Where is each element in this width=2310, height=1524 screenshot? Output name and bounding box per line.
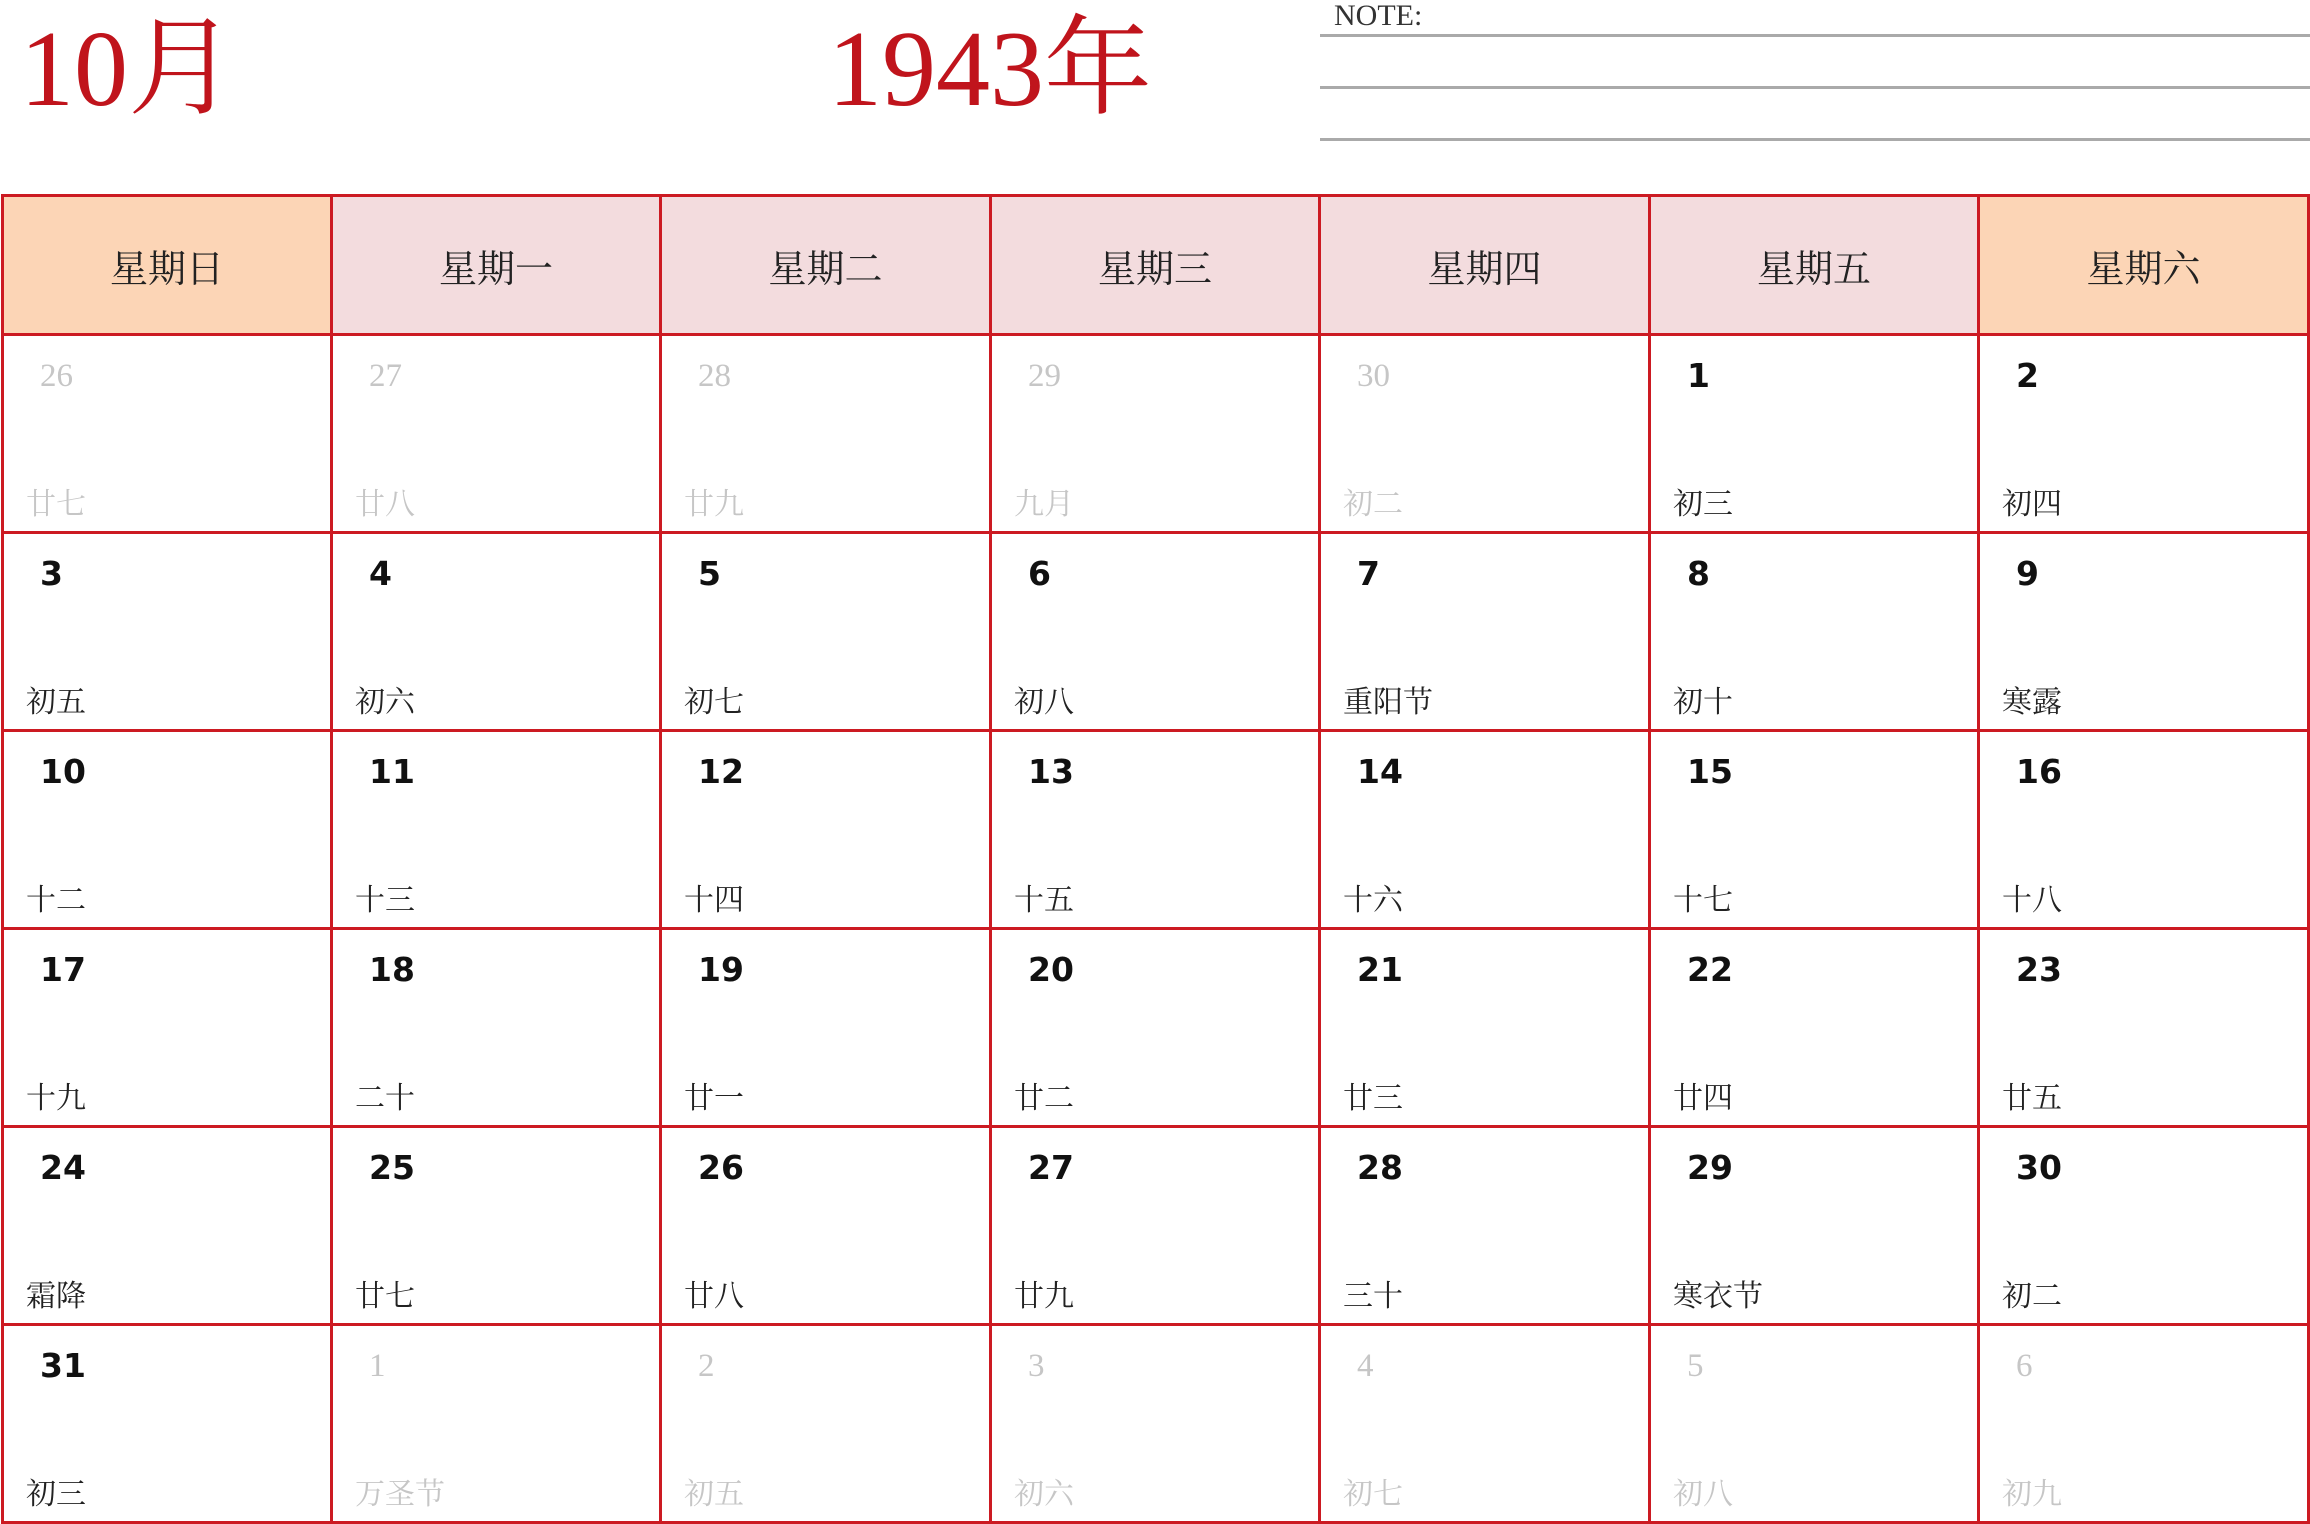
lunar-date: 十二 <box>26 883 86 918</box>
day-number: 30 <box>1357 358 1390 394</box>
lunar-date: 十九 <box>26 1081 86 1116</box>
day-cell[interactable] <box>3 1325 332 1523</box>
day-cell-content <box>992 1326 1318 1521</box>
weekday-header-sunday: 星期日 <box>3 196 332 335</box>
day-cell-content <box>333 930 659 1125</box>
day-number: 9 <box>2016 554 2039 593</box>
weekday-header-wednesday: 星期三 <box>991 196 1320 335</box>
day-cell[interactable] <box>661 335 991 533</box>
day-cell-content <box>992 732 1318 927</box>
day-number: 3 <box>1028 1348 1045 1384</box>
lunar-date: 初十 <box>1673 685 1733 720</box>
day-cell[interactable] <box>661 533 991 731</box>
lunar-date: 霜降 <box>26 1279 86 1314</box>
day-cell[interactable] <box>1320 1325 1650 1523</box>
lunar-date: 廿九 <box>684 487 744 522</box>
day-cell-content <box>662 930 989 1125</box>
day-cell-content <box>333 534 659 729</box>
lunar-date: 九月 <box>1014 487 1074 522</box>
day-cell[interactable] <box>332 1325 661 1523</box>
lunar-date: 十四 <box>684 883 744 918</box>
day-cell[interactable] <box>1650 335 1979 533</box>
day-number: 1 <box>369 1348 386 1384</box>
day-cell-content <box>4 534 330 729</box>
lunar-date: 初五 <box>26 685 86 720</box>
note-label: NOTE: <box>1334 0 1423 32</box>
day-cell-content <box>333 336 659 531</box>
day-cell-content <box>1980 534 2307 729</box>
day-cell[interactable] <box>3 929 332 1127</box>
lunar-date: 廿七 <box>26 487 86 522</box>
lunar-date: 初六 <box>1014 1477 1074 1512</box>
lunar-date: 十三 <box>355 883 415 918</box>
lunar-date: 初二 <box>2002 1279 2062 1314</box>
day-number: 26 <box>40 358 73 394</box>
day-number: 14 <box>1357 752 1403 791</box>
lunar-date: 十七 <box>1673 883 1733 918</box>
day-cell[interactable] <box>661 929 991 1127</box>
day-number: 30 <box>2016 1148 2062 1187</box>
day-number: 6 <box>1028 554 1051 593</box>
day-number: 25 <box>369 1148 415 1187</box>
lunar-date: 万圣节 <box>355 1477 445 1512</box>
day-cell[interactable] <box>1320 1127 1650 1325</box>
day-number: 15 <box>1687 752 1733 791</box>
day-cell-content <box>662 336 989 531</box>
day-number: 20 <box>1028 950 1074 989</box>
lunar-date: 十五 <box>1014 883 1074 918</box>
lunar-date: 廿九 <box>1014 1279 1074 1314</box>
day-cell[interactable] <box>332 1127 661 1325</box>
day-number: 10 <box>40 752 86 791</box>
day-cell-content <box>1980 930 2307 1125</box>
day-number: 16 <box>2016 752 2062 791</box>
day-cell[interactable] <box>991 1325 1320 1523</box>
day-cell[interactable] <box>3 533 332 731</box>
day-cell[interactable] <box>332 929 661 1127</box>
day-cell[interactable] <box>991 335 1320 533</box>
day-cell[interactable] <box>1650 533 1979 731</box>
day-cell-content <box>1321 336 1648 531</box>
lunar-date: 三十 <box>1343 1279 1403 1314</box>
day-cell-content <box>1321 1326 1648 1521</box>
day-number: 12 <box>698 752 744 791</box>
day-cell-content <box>1321 732 1648 927</box>
day-number: 3 <box>40 554 63 593</box>
day-number: 27 <box>369 358 402 394</box>
note-line <box>1320 34 2310 37</box>
day-cell-content <box>662 1326 989 1521</box>
weekday-header-saturday: 星期六 <box>1979 196 2309 335</box>
day-number: 29 <box>1687 1148 1733 1187</box>
day-number: 5 <box>698 554 721 593</box>
day-cell-content <box>333 1128 659 1323</box>
day-cell-content <box>1651 930 1977 1125</box>
day-number: 29 <box>1028 358 1061 394</box>
day-cell[interactable] <box>991 731 1320 929</box>
day-cell[interactable] <box>1650 1325 1979 1523</box>
day-cell-content <box>662 732 989 927</box>
week-row <box>3 335 2309 533</box>
week-row <box>3 533 2309 731</box>
day-number: 19 <box>698 950 744 989</box>
day-cell-content <box>1651 732 1977 927</box>
day-number: 4 <box>1357 1348 1374 1384</box>
day-number: 28 <box>698 358 731 394</box>
note-line <box>1320 138 2310 141</box>
day-number: 5 <box>1687 1348 1704 1384</box>
day-cell[interactable] <box>332 533 661 731</box>
lunar-date: 初四 <box>2002 487 2062 522</box>
day-number: 26 <box>698 1148 744 1187</box>
day-cell[interactable] <box>1979 335 2309 533</box>
day-cell-content <box>4 930 330 1125</box>
calendar-grid <box>1 194 2310 1524</box>
day-cell[interactable] <box>1979 929 2309 1127</box>
day-cell-content <box>1321 534 1648 729</box>
calendar-body <box>3 335 2309 1523</box>
day-cell[interactable] <box>991 533 1320 731</box>
note-area <box>1320 0 2310 150</box>
lunar-date: 廿五 <box>2002 1081 2062 1116</box>
lunar-date: 初九 <box>2002 1477 2062 1512</box>
lunar-date: 廿一 <box>684 1081 744 1116</box>
day-number: 18 <box>369 950 415 989</box>
lunar-date: 初八 <box>1014 685 1074 720</box>
day-cell-content <box>1980 732 2307 927</box>
day-cell[interactable] <box>991 929 1320 1127</box>
day-number: 6 <box>2016 1348 2033 1384</box>
day-cell[interactable] <box>3 731 332 929</box>
lunar-date: 二十 <box>355 1081 415 1116</box>
day-cell-content <box>1651 534 1977 729</box>
day-cell-content <box>4 1326 330 1521</box>
day-number: 2 <box>2016 356 2039 395</box>
day-number: 8 <box>1687 554 1710 593</box>
day-cell[interactable] <box>1979 1127 2309 1325</box>
lunar-date: 十六 <box>1343 883 1403 918</box>
day-number: 11 <box>369 752 415 791</box>
weekday-header-monday: 星期一 <box>332 196 661 335</box>
weekday-header-friday: 星期五 <box>1650 196 1979 335</box>
day-cell-content <box>333 732 659 927</box>
day-cell[interactable] <box>661 1325 991 1523</box>
day-cell-content <box>1321 1128 1648 1323</box>
week-row <box>3 1325 2309 1523</box>
lunar-date: 廿八 <box>355 487 415 522</box>
day-cell-content <box>1980 1326 2307 1521</box>
day-cell-content <box>4 1128 330 1323</box>
week-row <box>3 929 2309 1127</box>
lunar-date: 初七 <box>1343 1477 1403 1512</box>
day-cell[interactable] <box>1650 1127 1979 1325</box>
day-number: 7 <box>1357 554 1380 593</box>
lunar-date: 廿七 <box>355 1279 415 1314</box>
lunar-date: 初二 <box>1343 487 1403 522</box>
day-cell[interactable] <box>1979 533 2309 731</box>
day-cell-content <box>1651 1326 1977 1521</box>
weekday-header-tuesday: 星期二 <box>661 196 991 335</box>
day-number: 2 <box>698 1348 715 1384</box>
day-cell-content <box>4 732 330 927</box>
lunar-date: 廿四 <box>1673 1081 1733 1116</box>
day-cell[interactable] <box>661 1127 991 1325</box>
day-number: 23 <box>2016 950 2062 989</box>
day-cell[interactable] <box>3 335 332 533</box>
day-cell-content <box>992 930 1318 1125</box>
lunar-date: 寒衣节 <box>1673 1279 1763 1314</box>
weekday-header-thursday: 星期四 <box>1320 196 1650 335</box>
day-cell[interactable] <box>1650 929 1979 1127</box>
note-line <box>1320 86 2310 89</box>
day-number: 13 <box>1028 752 1074 791</box>
day-cell-content <box>662 534 989 729</box>
day-cell-content <box>992 1128 1318 1323</box>
day-cell[interactable] <box>1320 335 1650 533</box>
day-number: 28 <box>1357 1148 1403 1187</box>
lunar-date: 初五 <box>684 1477 744 1512</box>
week-row <box>3 1127 2309 1325</box>
day-cell[interactable] <box>1320 731 1650 929</box>
year-title: 1943年 <box>828 10 1153 129</box>
lunar-date: 十八 <box>2002 883 2062 918</box>
day-number: 22 <box>1687 950 1733 989</box>
day-number: 21 <box>1357 950 1403 989</box>
day-number: 1 <box>1687 356 1710 395</box>
month-title: 10月 <box>20 10 237 129</box>
day-cell[interactable] <box>1320 533 1650 731</box>
week-row <box>3 731 2309 929</box>
day-cell[interactable] <box>1979 731 2309 929</box>
day-cell-content <box>1651 1128 1977 1323</box>
day-cell[interactable] <box>332 731 661 929</box>
day-cell[interactable] <box>1320 929 1650 1127</box>
lunar-date: 初六 <box>355 685 415 720</box>
day-cell[interactable] <box>332 335 661 533</box>
lunar-date: 寒露 <box>2002 685 2062 720</box>
lunar-date: 重阳节 <box>1343 685 1433 720</box>
day-cell-content <box>333 1326 659 1521</box>
day-cell[interactable] <box>3 1127 332 1325</box>
day-cell-content <box>1980 1128 2307 1323</box>
lunar-date: 廿二 <box>1014 1081 1074 1116</box>
day-number: 17 <box>40 950 86 989</box>
lunar-date: 廿八 <box>684 1279 744 1314</box>
day-cell[interactable] <box>991 1127 1320 1325</box>
lunar-date: 初三 <box>1673 487 1733 522</box>
lunar-date: 初八 <box>1673 1477 1733 1512</box>
day-cell-content <box>662 1128 989 1323</box>
day-cell-content <box>992 534 1318 729</box>
day-cell-content <box>1321 930 1648 1125</box>
lunar-date: 初七 <box>684 685 744 720</box>
day-cell[interactable] <box>1979 1325 2309 1523</box>
weekday-header-row <box>3 196 2309 335</box>
day-cell-content <box>1980 336 2307 531</box>
day-cell[interactable] <box>661 731 991 929</box>
day-number: 27 <box>1028 1148 1074 1187</box>
day-cell[interactable] <box>1650 731 1979 929</box>
day-cell-content <box>1651 336 1977 531</box>
day-number: 24 <box>40 1148 86 1187</box>
lunar-date: 廿三 <box>1343 1081 1403 1116</box>
day-cell-content <box>4 336 330 531</box>
day-number: 4 <box>369 554 392 593</box>
day-number: 31 <box>40 1346 86 1385</box>
day-cell-content <box>992 336 1318 531</box>
lunar-date: 初三 <box>26 1477 86 1512</box>
